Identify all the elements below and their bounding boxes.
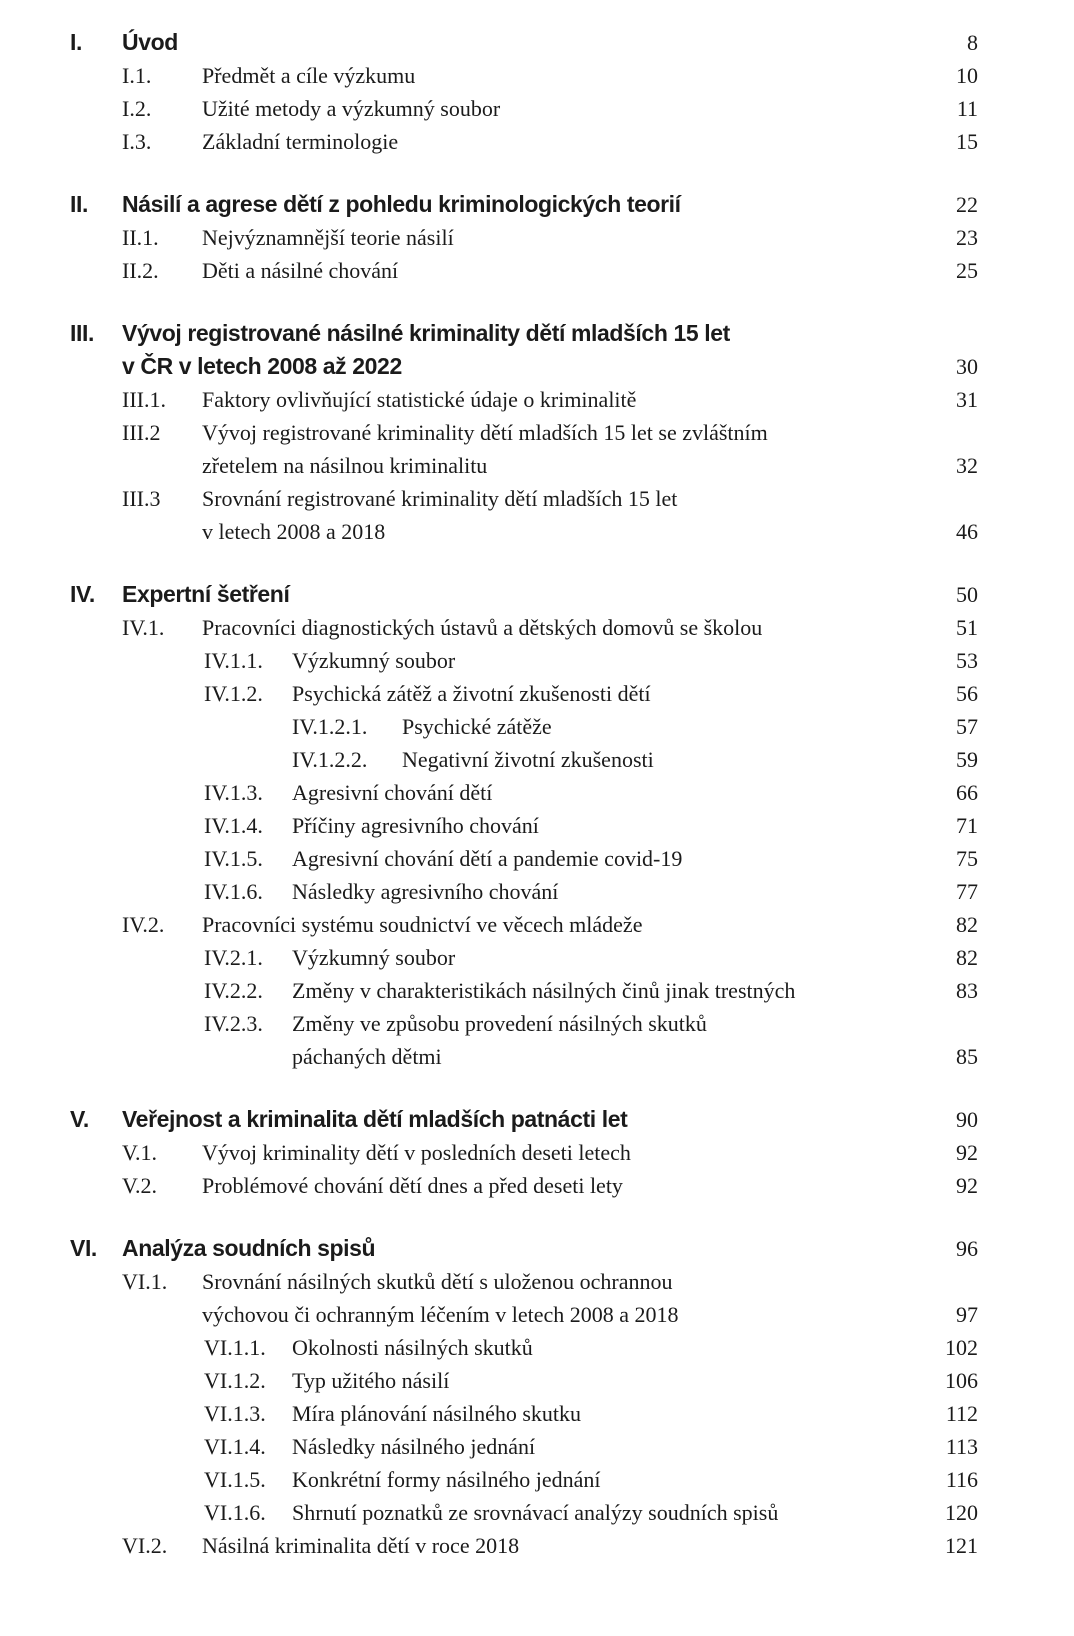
- toc-entry-title: [202, 1265, 934, 1331]
- toc-entry-number: IV.1.4.: [204, 813, 263, 838]
- toc-entry-title: [292, 1463, 934, 1496]
- toc-entry-title-line: Pracovníci diagnostických ústavů a dětských domovů se školou: [202, 615, 763, 640]
- toc-entry-number: VI.1.6.: [204, 1500, 266, 1525]
- toc-entry-title: [122, 317, 934, 383]
- toc-entry: [122, 1529, 978, 1562]
- toc-entry-title-line: Užité metody a výzkumný soubor: [202, 96, 501, 121]
- toc-entry-title: [292, 809, 934, 842]
- toc-entry: [204, 1397, 978, 1430]
- toc-entry-title: [292, 842, 934, 875]
- toc-entry: [122, 908, 978, 941]
- toc-entry-number: IV.2.1.: [204, 945, 263, 970]
- toc-entry-number: III.: [70, 320, 94, 346]
- toc-entry-title-line: Okolnosti násilných skutků: [292, 1335, 533, 1360]
- toc-entry: [70, 188, 978, 221]
- toc-entry: [204, 1007, 978, 1073]
- toc-entry-number: IV.2.3.: [204, 1011, 263, 1036]
- toc-entry-title-line: Shrnutí poznatků ze srovnávací analýzy soudních spisů: [292, 1500, 779, 1525]
- toc-entry-title: [202, 482, 934, 548]
- toc-entry-title-line: Výzkumný soubor: [292, 648, 456, 673]
- toc-entry-page: 75: [956, 846, 978, 871]
- toc-entry: [292, 710, 978, 743]
- toc-entry: [204, 941, 978, 974]
- toc-entry-page: 112: [945, 1401, 978, 1426]
- table-of-contents: [70, 26, 978, 1562]
- toc-entry-number: V.: [70, 1106, 89, 1132]
- toc-entry-title-line: Typ užitého násilí: [292, 1368, 450, 1393]
- toc-entry-title: [292, 1331, 934, 1364]
- toc-entry-page: 120: [945, 1500, 978, 1525]
- toc-entry-title: [292, 941, 934, 974]
- toc-entry-title: [202, 125, 934, 158]
- toc-entry-number: I.: [70, 29, 82, 55]
- toc-entry-title-line: Analýza soudních spisů: [122, 1235, 376, 1261]
- toc-entry-title-line: Míra plánování násilného skutku: [292, 1401, 582, 1426]
- toc-entry-title: [402, 710, 934, 743]
- toc-entry: [122, 383, 978, 416]
- toc-entry-title-line: Agresivní chování dětí: [292, 780, 493, 805]
- toc-entry-title: [202, 59, 934, 92]
- toc-entry-page: 77: [956, 879, 978, 904]
- toc-section: [70, 1232, 978, 1562]
- toc-entry-number: III.3: [122, 486, 161, 511]
- toc-entry-title: [402, 743, 934, 776]
- toc-entry-page: 59: [956, 747, 978, 772]
- toc-entry-page: 102: [945, 1335, 978, 1360]
- toc-entry-title-line: Srovnání registrované kriminality dětí mladších 15 let: [202, 486, 678, 511]
- toc-entry-page: 22: [956, 192, 978, 217]
- toc-section: [70, 188, 978, 287]
- toc-section: [70, 26, 978, 158]
- toc-entry-number: IV.1.5.: [204, 846, 263, 871]
- toc-entry-title-line: Výzkumný soubor: [292, 945, 456, 970]
- toc-entry-page: 53: [956, 648, 978, 673]
- toc-entry: [204, 644, 978, 677]
- toc-entry-page: 56: [956, 681, 978, 706]
- toc-entry-title: [202, 611, 934, 644]
- toc-entry: [122, 1136, 978, 1169]
- toc-entry-title: [122, 578, 934, 611]
- toc-entry: [122, 221, 978, 254]
- toc-section: [70, 1103, 978, 1202]
- toc-entry-title: [292, 1496, 934, 1529]
- toc-entry-title-line: Změny v charakteristikách násilných činů jinak trestných: [292, 978, 796, 1003]
- toc-entry: [122, 92, 978, 125]
- toc-entry-title-line: Následky agresivního chování: [292, 879, 559, 904]
- toc-entry-page: 10: [956, 63, 978, 88]
- toc-entry-number: VI.1.2.: [204, 1368, 266, 1393]
- toc-entry-title-line: Násilná kriminalita dětí v roce 2018: [202, 1533, 520, 1558]
- toc-entry-number: VI.1.4.: [204, 1434, 266, 1459]
- toc-entry-page: 46: [956, 519, 978, 544]
- toc-entry-number: V.1.: [122, 1140, 158, 1165]
- toc-entry-title: [292, 974, 934, 1007]
- toc-entry-page: 25: [956, 258, 978, 283]
- toc-entry-title-line: Vývoj registrované násilné kriminality dětí mladších 15 let: [122, 320, 730, 346]
- toc-entry-number: II.1.: [122, 225, 159, 250]
- toc-entry-number: I.1.: [122, 63, 152, 88]
- toc-entry-page: 57: [956, 714, 978, 739]
- toc-entry-page: 106: [945, 1368, 978, 1393]
- toc-entry-title-line: Následky násilného jednání: [292, 1434, 536, 1459]
- toc-entry-title: [202, 908, 934, 941]
- toc-entry-number: IV.1.3.: [204, 780, 263, 805]
- toc-entry-number: IV.1.2.1.: [292, 714, 368, 739]
- toc-entry-title-line: výchovou či ochranným léčením v letech 2008 a 2018: [202, 1302, 679, 1327]
- toc-entry-number: VI.: [70, 1235, 97, 1261]
- toc-entry-title-line: Pracovníci systému soudnictví ve věcech mládeže: [202, 912, 643, 937]
- toc-entry: [204, 875, 978, 908]
- toc-entry: [122, 611, 978, 644]
- toc-entry-page: 8: [967, 30, 978, 55]
- toc-entry-title: [292, 677, 934, 710]
- toc-entry-title-line: zřetelem na násilnou kriminalitu: [202, 453, 488, 478]
- toc-entry: [70, 1232, 978, 1265]
- toc-entry-title-line: Srovnání násilných skutků dětí s uloženou ochrannou: [202, 1269, 673, 1294]
- toc-entry-title-line: Expertní šetření: [122, 581, 290, 607]
- toc-entry-title: [122, 1103, 934, 1136]
- toc-entry-title: [202, 1169, 934, 1202]
- toc-entry: [122, 1265, 978, 1331]
- toc-entry-number: IV.2.2.: [204, 978, 263, 1003]
- toc-entry-title: [292, 1007, 934, 1073]
- toc-entry-title-line: Změny ve způsobu provedení násilných skutků: [292, 1011, 707, 1036]
- toc-entry-page: 113: [945, 1434, 978, 1459]
- toc-entry-title: [202, 383, 934, 416]
- toc-entry-page: 121: [945, 1533, 978, 1558]
- toc-entry-page: 71: [956, 813, 978, 838]
- toc-entry: [204, 677, 978, 710]
- toc-entry-title-line: Negativní životní zkušenosti: [402, 747, 654, 772]
- toc-entry: [292, 743, 978, 776]
- toc-entry-title: [122, 188, 934, 221]
- toc-entry: [122, 482, 978, 548]
- toc-entry-page: 92: [956, 1140, 978, 1165]
- toc-entry: [204, 809, 978, 842]
- toc-entry-title: [202, 1136, 934, 1169]
- toc-entry: [70, 1103, 978, 1136]
- toc-section: [70, 317, 978, 548]
- toc-entry-page: 90: [956, 1107, 978, 1132]
- toc-entry-page: 50: [956, 582, 978, 607]
- toc-entry-number: VI.1.3.: [204, 1401, 266, 1426]
- toc-entry: [204, 1463, 978, 1496]
- toc-entry-number: IV.1.6.: [204, 879, 263, 904]
- toc-entry-number: IV.1.2.2.: [292, 747, 368, 772]
- toc-entry-number: IV.1.: [122, 615, 165, 640]
- toc-entry-number: III.1.: [122, 387, 166, 412]
- toc-entry-title-line: Úvod: [122, 29, 178, 55]
- toc-entry-title-line: páchaných dětmi: [292, 1044, 442, 1069]
- toc-entry-title: [292, 644, 934, 677]
- toc-entry-page: 83: [956, 978, 978, 1003]
- toc-entry-title: [202, 221, 934, 254]
- toc-entry-number: I.2.: [122, 96, 152, 121]
- toc-entry: [204, 1364, 978, 1397]
- toc-entry: [70, 578, 978, 611]
- toc-entry-title-line: Agresivní chování dětí a pandemie covid-19: [292, 846, 683, 871]
- toc-entry-page: 30: [956, 354, 978, 379]
- toc-entry: [204, 1496, 978, 1529]
- toc-entry-page: 31: [956, 387, 978, 412]
- toc-entry: [204, 776, 978, 809]
- toc-entry-page: 92: [956, 1173, 978, 1198]
- toc-entry-title-line: Psychické zátěže: [402, 714, 552, 739]
- toc-entry-number: IV.: [70, 581, 95, 607]
- toc-entry: [70, 317, 978, 383]
- toc-entry-number: VI.1.5.: [204, 1467, 266, 1492]
- toc-entry-number: VI.2.: [122, 1533, 168, 1558]
- toc-entry-page: 32: [956, 453, 978, 478]
- toc-entry-page: 97: [956, 1302, 978, 1327]
- toc-entry: [204, 974, 978, 1007]
- toc-entry: [204, 842, 978, 875]
- toc-entry-number: II.: [70, 191, 88, 217]
- toc-entry: [122, 1169, 978, 1202]
- toc-entry-title-line: Faktory ovlivňující statistické údaje o kriminalitě: [202, 387, 637, 412]
- toc-entry: [122, 59, 978, 92]
- toc-entry-number: IV.1.1.: [204, 648, 263, 673]
- toc-section: [70, 578, 978, 1073]
- toc-entry-title-line: Veřejnost a kriminalita dětí mladších patnácti let: [122, 1106, 628, 1132]
- toc-entry-number: VI.1.: [122, 1269, 168, 1294]
- toc-entry-title-line: Konkrétní formy násilného jednání: [292, 1467, 601, 1492]
- toc-entry-title-line: Vývoj kriminality dětí v posledních deseti letech: [202, 1140, 631, 1165]
- toc-entry-number: II.2.: [122, 258, 159, 283]
- toc-entry-title: [292, 1430, 934, 1463]
- toc-entry-page: 66: [956, 780, 978, 805]
- toc-entry-title-line: Problémové chování dětí dnes a před deseti lety: [202, 1173, 623, 1198]
- toc-entry-number: III.2: [122, 420, 161, 445]
- toc-entry-page: 23: [956, 225, 978, 250]
- toc-entry-title-line: v ČR v letech 2008 až 2022: [122, 353, 402, 379]
- toc-entry-title-line: Nejvýznamnější teorie násilí: [202, 225, 454, 250]
- toc-entry-title: [292, 776, 934, 809]
- toc-entry-title: [122, 1232, 934, 1265]
- toc-entry-page: 82: [956, 945, 978, 970]
- toc-entry-number: IV.1.2.: [204, 681, 263, 706]
- toc-entry-number: VI.1.1.: [204, 1335, 266, 1360]
- toc-entry-title-line: v letech 2008 a 2018: [202, 519, 386, 544]
- toc-entry: [122, 416, 978, 482]
- toc-entry-number: I.3.: [122, 129, 152, 154]
- toc-entry-page: 51: [956, 615, 978, 640]
- toc-entry-page: 11: [956, 96, 978, 121]
- toc-entry-title-line: Vývoj registrované kriminality dětí mladších 15 let se zvláštním: [202, 420, 768, 445]
- toc-entry-page: 96: [956, 1236, 978, 1261]
- toc-entry-title-line: Předmět a cíle výzkumu: [202, 63, 416, 88]
- toc-entry: [122, 125, 978, 158]
- toc-entry-title: [202, 92, 934, 125]
- toc-entry-page: 82: [956, 912, 978, 937]
- toc-entry: [122, 254, 978, 287]
- toc-entry-title: [202, 416, 934, 482]
- toc-entry: [70, 26, 978, 59]
- toc-entry-title-line: Příčiny agresivního chování: [292, 813, 539, 838]
- toc-entry-number: V.2.: [122, 1173, 158, 1198]
- toc-entry: [204, 1430, 978, 1463]
- toc-entry-page: 116: [945, 1467, 978, 1492]
- toc-entry-title: [202, 1529, 934, 1562]
- toc-entry-title-line: Psychická zátěž a životní zkušenosti dětí: [292, 681, 651, 706]
- toc-entry-title-line: Násilí a agrese dětí z pohledu kriminologických teorií: [122, 191, 681, 217]
- toc-entry-title: [122, 26, 934, 59]
- toc-entry-number: IV.2.: [122, 912, 165, 937]
- toc-entry-title: [292, 875, 934, 908]
- toc-entry: [204, 1331, 978, 1364]
- toc-entry-title-line: Děti a násilné chování: [202, 258, 399, 283]
- toc-entry-title: [202, 254, 934, 287]
- toc-entry-title: [292, 1397, 934, 1430]
- toc-entry-title: [292, 1364, 934, 1397]
- toc-entry-page: 15: [956, 129, 978, 154]
- toc-entry-page: 85: [956, 1044, 978, 1069]
- toc-entry-title-line: Základní terminologie: [202, 129, 399, 154]
